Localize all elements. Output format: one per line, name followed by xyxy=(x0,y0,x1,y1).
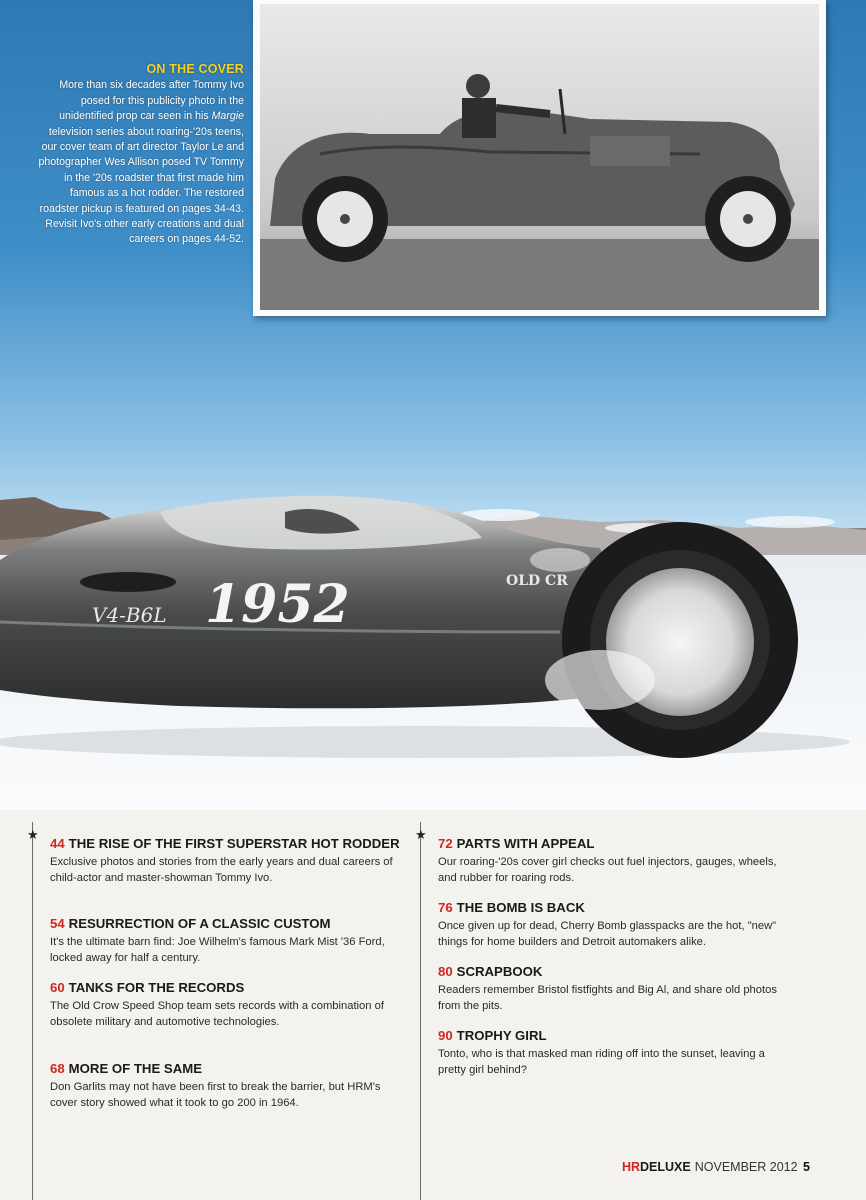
entry-description: Readers remember Bristol fistfights and Big Al, and share old photos from the pits. xyxy=(438,984,777,1012)
brand-logo-deluxe: DELUXE xyxy=(640,1160,691,1174)
star-icon: ★ xyxy=(27,827,39,842)
entry-description: The Old Crow Speed Shop team sets records with a combination of obsolete military and automotive technologies. xyxy=(50,1000,384,1028)
contents-entry xyxy=(438,1028,788,1078)
issue-date: NOVEMBER 2012 xyxy=(694,1160,798,1174)
entry-page-number: 90 xyxy=(438,1028,453,1043)
contents-entry xyxy=(50,916,400,966)
entry-title: 80 SCRAPBOOK xyxy=(438,964,543,979)
page-number: 5 xyxy=(803,1160,810,1174)
car-number: 1952 xyxy=(205,574,350,635)
roadster-photo xyxy=(260,4,819,310)
entry-title: 60 TANKS FOR THE RECORDS xyxy=(50,980,245,995)
entry-description: Tonto, who is that masked man riding off into the sunset, leaving a pretty girl behind? xyxy=(438,1048,765,1076)
entry-page-number: 76 xyxy=(438,900,453,915)
entry-title: 76 THE BOMB IS BACK xyxy=(438,900,585,915)
archival-photo xyxy=(253,0,826,316)
entry-page-number: 80 xyxy=(438,964,453,979)
contents-entry xyxy=(50,980,400,1030)
contents-entry xyxy=(438,900,788,950)
entry-page-number: 44 xyxy=(50,836,65,851)
entry-title: 54 RESURRECTION OF A CLASSIC CUSTOM xyxy=(50,916,331,931)
entry-title: 68 MORE OF THE SAME xyxy=(50,1061,203,1076)
entry-description: Once given up for dead, Cherry Bomb glasspacks are the hot, "new" things for home builders and Detroit automakers alike. xyxy=(438,920,777,948)
entry-page-number: 60 xyxy=(50,980,65,995)
contents-entry xyxy=(438,836,788,886)
contents-entry xyxy=(50,1061,400,1111)
entry-title: 72 PARTS WITH APPEAL xyxy=(438,836,595,851)
brand-logo-hr: HR xyxy=(621,1160,641,1174)
car-side-text: OLD CR xyxy=(506,573,568,589)
entry-page-number: 72 xyxy=(438,836,453,851)
cover-note-heading: ON THE COVER xyxy=(146,62,244,76)
page-footer xyxy=(622,1160,810,1174)
cover-note xyxy=(36,62,244,248)
cover-note-body: More than six decades after Tommy Ivo posed for this publicity photo in the unidentified prop car seen in his Margie television series about roaring-'20s teens, our cover team of art director Taylor Le and photographer Wes Allison posed TV Tommy in the '20s roadster that first made him famous as a hot rodder. The restored roadster pickup is featured on pages 34-43. Revisit Ivo's other early creations and dual careers on pages 44-52. xyxy=(38,79,244,246)
show-title: Margie xyxy=(211,110,244,123)
entry-page-number: 54 xyxy=(50,916,65,931)
contents-entry xyxy=(438,964,788,1014)
entry-title: 90 TROPHY GIRL xyxy=(438,1028,547,1043)
entry-description: Our roaring-'20s cover girl checks out fuel injectors, gauges, wheels, and rubber for roaring rods. xyxy=(438,856,777,884)
entry-description: It's the ultimate barn find: Joe Wilhelm's famous Mark Mist '36 Ford, locked away for half a century. xyxy=(50,936,385,964)
contents-entry xyxy=(50,836,400,886)
star-icon: ★ xyxy=(415,827,427,842)
car-side-code: V4-B6L xyxy=(92,603,167,627)
entry-page-number: 68 xyxy=(50,1061,65,1076)
entry-title: 44 THE RISE OF THE FIRST SUPERSTAR HOT RODDER xyxy=(50,836,400,851)
entry-description: Don Garlits may not have been first to break the barrier, but HRM's cover story showed what it took to go 200 in 1964. xyxy=(50,1081,381,1109)
entry-description: Exclusive photos and stories from the early years and dual careers of child-actor and master-showman Tommy Ivo. xyxy=(50,856,393,884)
